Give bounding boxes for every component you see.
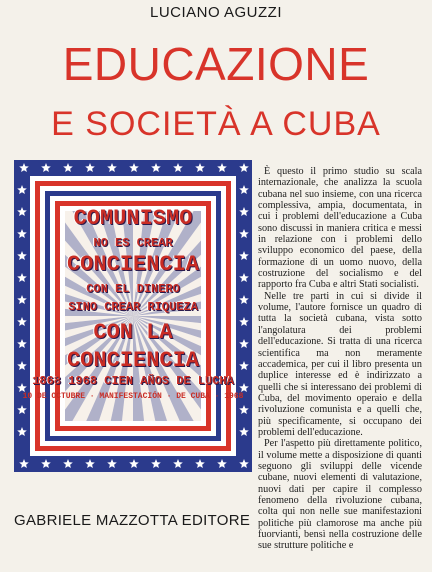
poster-line-4: CON EL DINERO [86,282,180,296]
poster-line-6: CON LA [93,320,173,345]
paragraph-2: Nelle tre parti in cui si divide il volume, l'autore fornisce un quadro di tutta la società cubana, vista sotto l'angolatura dei problemi dell'educazione. Si tratta di una ricerca scientifica ma non meramente accademica, per cui il libro presenta un duplice interesse ed è indirizzato a quelli che si interessano dei problemi di Cuba, del movimento operaio e della rivoluzione comunista e a quelli che, più specificamente, si occupano dei problemi dell'educazione. [258,290,422,438]
poster-line-2: NO ES CREAR [93,236,173,250]
cover-poster [14,160,252,472]
publisher-name: GABRIELE MAZZOTTA EDITORE [14,512,251,529]
paragraph-3: Per l'aspetto più direttamente politico, il volume mette a disposizione di quanti seguono gli sviluppi delle vicende cubane, nuovi elementi di valutazione, nuovi dati per capire il complesso fenomeno della rivoluzione cubana, colta qui non nelle sue manifestazioni politiche più clamorose ma anche più fuorvianti, bensì nella costruzione delle sue strutture politiche e [258,438,422,552]
poster-line-5: SINO CREAR RIQUEZA [68,300,198,314]
poster-line-9: 10 DE OCTUBRE · MANIFESTACIÓN · DE CUBA · 1968 [22,392,244,401]
poster-line-3: CONCIENCIA [66,252,200,277]
description-text [258,166,422,552]
poster-line-1: COMUNISMO [73,206,193,231]
title-line-2: E SOCIETÀ A CUBA [51,105,381,143]
poster-line-8: 1868 1968 CIEN AÑOS DE LUCHA [32,374,234,388]
title-line-1: EDUCAZIONE [62,38,370,90]
paragraph-1: È questo il primo studio su scala internazionale, che analizza la scuola cubana nel suo insieme, con una ricerca complessiva, ampia, documentata, in cui i problemi dell'educazione a Cuba sono discussi in maniera critica e messi in relazione con i problemi dello sviluppo economico del paese, della formazione di un uomo nuovo, della costruzione del socialismo e del rapporto fra Cuba e altri Stati socialisti. [258,166,422,291]
poster-line-7: CONCIENCIA [66,348,200,373]
author-name: LUCIANO AGUZZI [149,4,283,21]
